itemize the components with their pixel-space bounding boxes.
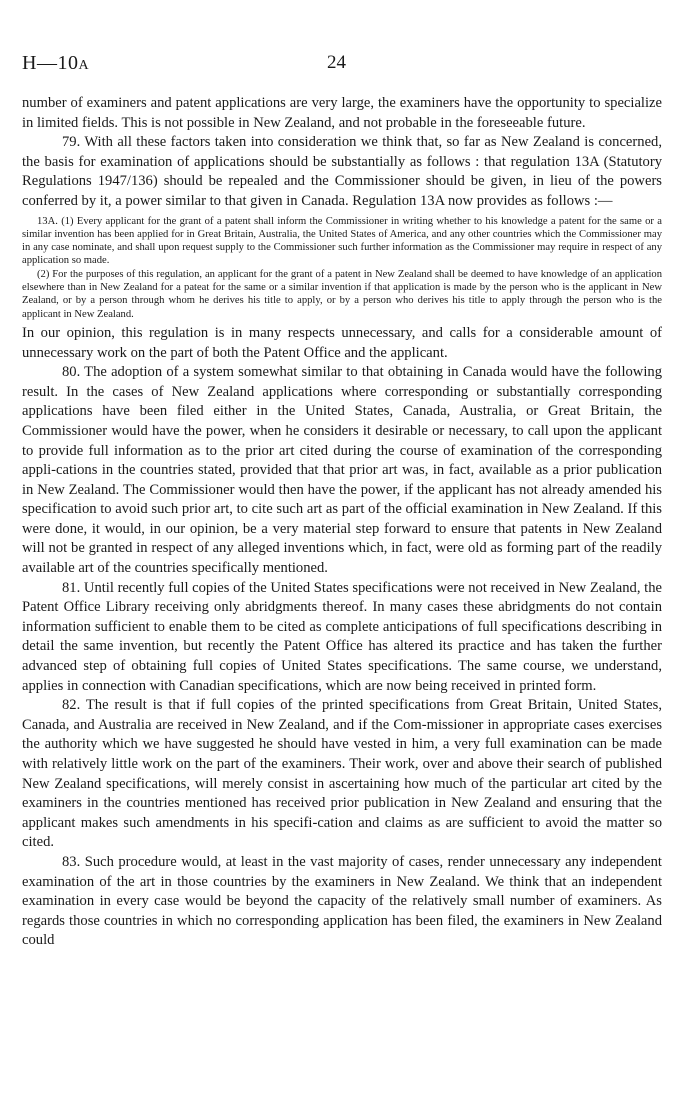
doc-id-prefix: H—10 <box>22 52 79 74</box>
page-number: 24 <box>327 52 346 73</box>
document-identifier <box>22 52 89 75</box>
paragraph-82: 82. The result is that if full copies of the printed specifications from Great Britain, United States, Canada, and Australia are received in New Zealand, and if the Com-missioner in appropriate cases exercises the authority which we have suggested he should have vested in him, a very full examination can be made with relatively little work on the part of the examiners. Their work, over and above their search of published New Zealand specifications, will merely consist in ascertaining how much of the particular art cited by the examiners in the countries mentioned has received prior publication in New Zealand and ensuring that the applicant makes such amendments in his specifi-cation and claims as are sufficient to avoid the matter so cited. <box>22 697 662 851</box>
regulation-clause-1: 13A. (1) Every applicant for the grant of a patent shall inform the Commissioner in writing whether to his knowledge a patent for the same or a similar invention has been applied for in Great Britain, Australia, the United States of America, and any other countries which the Commissioner may in any case nominate, and shall upon request supply to the Commissioner such further information as the Commissioner may require in respect of any application so made. <box>22 215 662 267</box>
paragraph-continued: number of examiners and patent applications are very large, the examiners have the opportunity to specialize in limited fields. This is not possible in New Zealand, and not probable in the foreseeable future. <box>22 95 662 131</box>
paragraph-83: 83. Such procedure would, at least in the vast majority of cases, render unnecessary any independent examination of the art in those countries by the examiners in New Zealand. We think that an independent examination in every case would be beyond the capacity of the relatively small number of examiners. As regards those countries in which no corresponding application has been filed, the examiners in New Zealand could <box>22 853 662 949</box>
paragraph-opinion: In our opinion, this regulation is in many respects unnecessary, and calls for a considerable amount of unnecessary work on the part of both the Patent Office and the applicant. <box>22 324 662 361</box>
paragraph-80: 80. The adoption of a system somewhat similar to that obtaining in Canada would have the following result. In the cases of New Zealand applications where corresponding or substantially corresponding applications have been filed either in the United States, Canada, Australia, or Great Britain, the Commissioner would have the power, when he considers it desirable or necessary, to call upon the applicant to provide full information as to the prior art cited during the course of examination of the corresponding appli-cations in the countries stated, provided that that prior art was, in fact, available as a prior publication in New Zealand. The Commissioner would then have the power, if the applicant has not already amended his specification to avoid such prior art, to cite such art as part of the official examination in New Zealand. If this were done, it would, in our opinion, be a very material step forward to ensure that patents in New Zealand will not be granted in respect of any alleged inventions which, in fact, were old as forming part of the readily available art of the countries specifically mentioned. <box>22 364 662 577</box>
page-header <box>22 52 662 76</box>
regulation-clause-2: (2) For the purposes of this regulation, an applicant for the grant of a patent in New Zealand shall be deemed to have knowledge of an application elsewhere than in New Zealand for a pateat for the same or a similar invention if that application is made by the person who is the applicant in New Zealand, or by a person through whom he derives his title to apply, or by a person who derives his title to apply through the person who is the applicant in New Zealand. <box>22 268 662 320</box>
paragraph-81: 81. Until recently full copies of the United States specifications were not received in New Zealand, the Patent Office Library receiving only abridgments thereof. In many cases these abridgments do not contain information sufficient to enable them to be cited as complete anticipations of full specifications describing in detail the same invention, but recently the Patent Office has altered its practice and has taken the further advanced step of obtaining full copies of United States specifications. The same course, we understand, applies in connection with Canadian specifications, which are now being received in printed form. <box>22 579 662 694</box>
regulation-quote <box>22 215 662 321</box>
body-text <box>22 94 662 951</box>
paragraph-79: 79. With all these factors taken into consideration we think that, so far as New Zealand is concerned, the basis for examination of applications should be substantially as follows : that regulation 13A (Statutory Regulations 1947/136) should be repealed and the Commissioner should be given, in lieu of the powers conferred by it, a power similar to that given in Canada. Regulation 13A now provides as follows :— <box>22 134 662 209</box>
doc-id-suffix: A <box>78 58 90 73</box>
